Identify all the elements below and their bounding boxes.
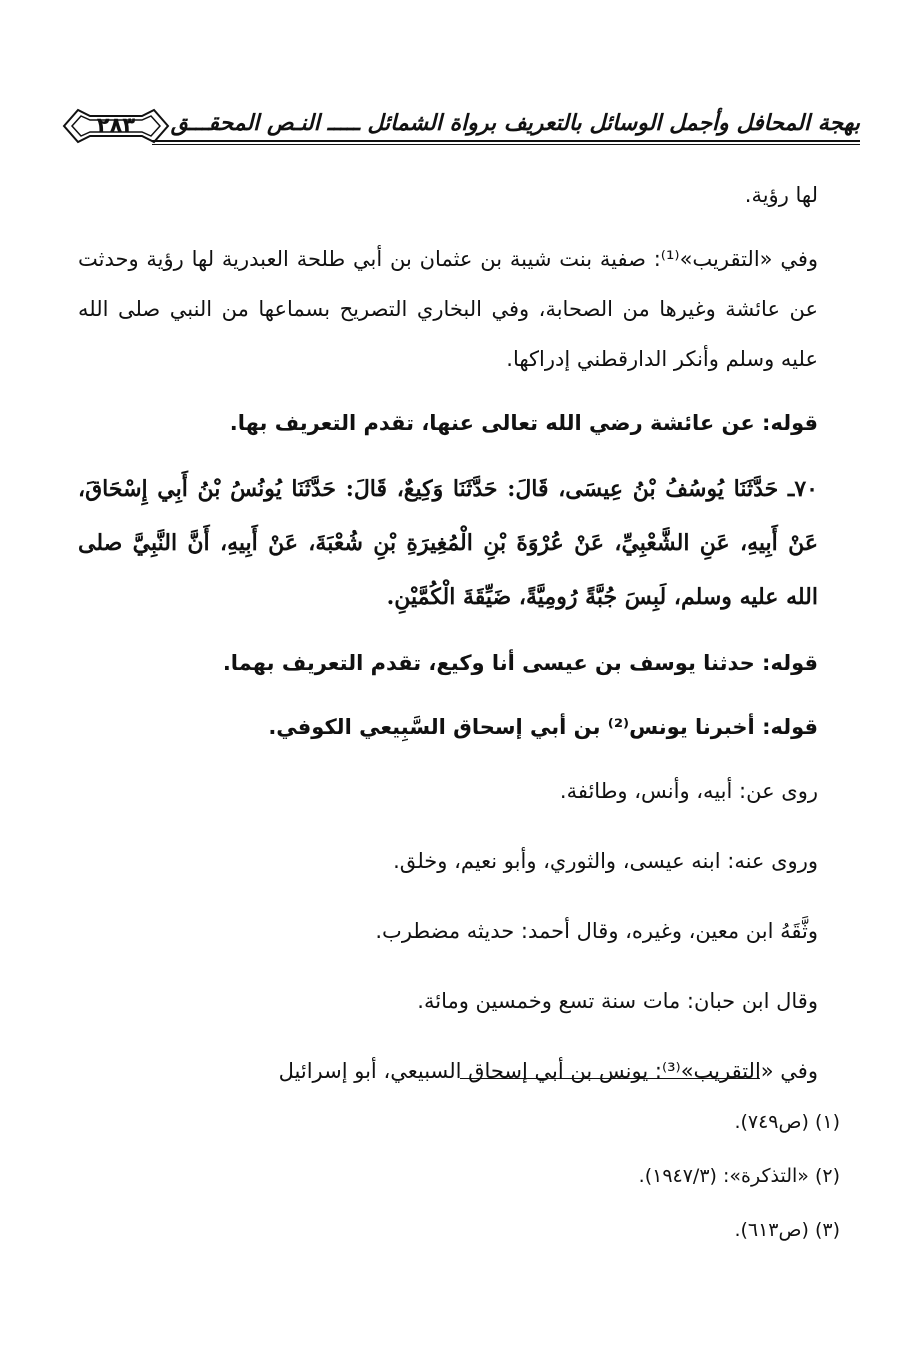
running-title: بهجة المحافل وأجمل الوسائل بالتعريف برواة الشمائل ـــــ النـص المحقـــق — [170, 110, 860, 136]
paragraph: وروى عنه: ابنه عيسى، والثوري، وأبو نعيم، وخلق. — [393, 849, 818, 873]
footnote: (٢) «التذكرة»: (١٩٤٧/٣). — [638, 1165, 840, 1187]
paragraph: وقال ابن حبان: مات سنة تسع وخمسين ومائة. — [417, 989, 818, 1013]
paragraph-heading: قوله: أخبرنا يونس⁽²⁾ بن أبي إسحاق السَّبِيعي الكوفي. — [268, 715, 818, 739]
header-rule — [152, 140, 860, 145]
footnote-separator — [460, 1078, 760, 1079]
paragraph: وثَّقَهُ ابن معين، وغيره، وقال أحمد: حديثه مضطرب. — [375, 919, 818, 943]
hadith-text: ٧٠ـ حَدَّثَنَا يُوسُفُ بْنُ عِيسَى، قَالَ: حَدَّثَنَا وَكِيعٌ، قَالَ: حَدَّثَنَا يُونُسُ بْنُ أَبِي إِسْحَاقَ، عَنْ أَبِيهِ، عَنِ الشَّعْبِيِّ، عَنْ عُرْوَةَ بْنِ الْمُغِيرَةِ بْنِ شُعْبَةَ، عَنْ أَبِيهِ، أَنَّ النَّبِيَّ صلى الله عليه وسلم، لَبِسَ جُبَّةً رُومِيَّةً، ضَيِّقَةَ الْكُمَّيْنِ. — [78, 476, 818, 610]
paragraph-heading: قوله: عن عائشة رضي الله تعالى عنها، تقدم التعريف بها. — [229, 411, 818, 435]
paragraph: روى عن: أبيه، وأنس، وطائفة. — [559, 779, 818, 803]
paragraph-heading: قوله: حدثنا يوسف بن عيسى أنا وكيع، تقدم التعريف بهما. — [222, 651, 818, 675]
page-number-badge — [60, 104, 172, 148]
page-header — [60, 100, 860, 154]
paragraph: وفي «التقريب»⁽³⁾: يونس بن أبي إسحاق السبيعي، أبو إسرائيل — [278, 1059, 818, 1083]
page-number: ٢٨٣ — [96, 113, 136, 137]
paragraph: وفي «التقريب»⁽¹⁾: صفية بنت شيبة بن عثمان بن أبي طلحة العبدرية لها رؤية وحدثت عن عائشة وغيرها من الصحابة، وفي البخاري التصريح بسماعها من النبي صلى الله عليه وسلم وأنكر الدارقطني إدراكها. — [78, 247, 819, 371]
footnote: (٣) (ص٦١٣). — [734, 1219, 840, 1241]
footnotes — [460, 1095, 840, 1257]
footnote: (١) (ص٧٤٩). — [734, 1111, 840, 1133]
paragraph: لها رؤية. — [744, 183, 818, 207]
main-text — [78, 170, 818, 1116]
